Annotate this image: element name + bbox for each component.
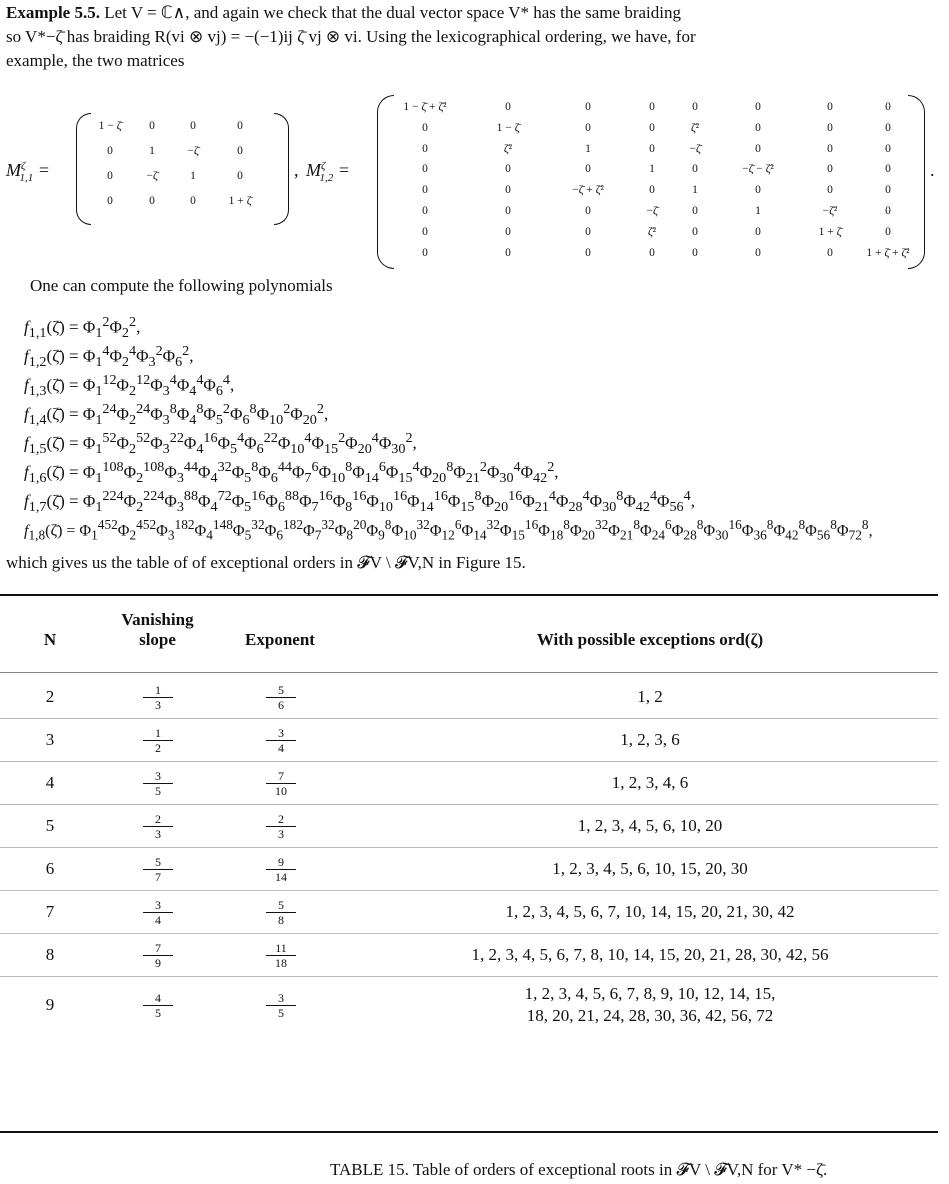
matrix-2-cell-4-1: 0 [505,184,511,197]
matrix-1-cell-3-2: 0 [190,195,196,207]
matrix-2-cell-1-6: 0 [827,121,833,134]
matrix-2-cell-7-0: 0 [422,246,428,259]
cell-slope [143,813,173,840]
matrix-2-cell-3-6: 0 [827,163,833,176]
cell-n: 4 [45,772,55,792]
exponent-denominator: 18 [275,955,287,970]
formula-f15: $f_{1,5}(\zetā) = \Phi_1^{52}\Phi_2^{52}\Phi_3^{22}\Phi_4^{16}\Phi_5^4\Phi_6^{22}\Phi_{10}^4\Phi_{15}^2\Phi_{20}^4\Phi_{30}^2$, [24,430,417,458]
table-row-divider [0,804,938,805]
matrix-2-cell-6-7: 0 [885,225,891,238]
cell-n: 8 [45,944,55,964]
cell-exponent [266,813,296,840]
matrix-2-cell-5-6: −ζ̄² [822,205,838,217]
matrix-2-cell-0-3: 0 [649,101,655,113]
matrix-2-cell-5-0: 0 [422,205,428,217]
table-row-divider [0,761,938,762]
matrix-1-cell-3-3: 1 + ζ̄ [228,195,252,207]
cell-exceptions: 1, 2 [637,686,663,706]
cell-exceptions [380,983,920,1027]
exponent-numerator: 7 [266,770,296,784]
cell-n: 7 [45,901,55,921]
cell-exponent [266,727,296,754]
exceptions-line-1: 1, 2, 3, 4, 5, 6, 7, 8, 9, 10, 12, 14, 15, [524,984,776,1003]
matrix-1-cell-1-3: 0 [237,145,243,157]
slope-denominator: 9 [155,955,161,970]
matrix-period: . [930,160,935,180]
exponent-numerator: 2 [266,813,296,827]
matrix-2-cell-4-3: 0 [649,184,655,197]
cell-slope [143,727,173,754]
cell-slope [143,992,173,1019]
slope-numerator: 7 [143,942,173,956]
matrix-2-cell-1-1: 1 − ζ̄ [496,121,520,134]
matrix-2-cell-0-0: 1 − ζ̄ + ζ̄² [403,101,447,113]
matrix-2-cell-4-5: 0 [755,184,761,197]
example-line-2: so V*−ζ̄ has braiding R(vi ⊗ vj) = −(−1)ij ζ̄ vj ⊗ vi. Using the lexicographical ordering, we have, for [6,27,696,46]
matrix-2-cell-2-6: 0 [827,142,833,155]
compute-text: One can compute the following polynomials [30,276,333,295]
cell-slope [143,899,173,926]
matrix-2-cell-6-2: 0 [585,225,591,238]
cell-exponent [266,684,296,711]
matrix-2-cell-5-7: 0 [885,205,891,217]
matrix-2-cell-0-7: 0 [885,101,891,113]
table-row-divider [0,933,938,934]
example-line-3: example, the two matrices [6,51,185,70]
exponent-denominator: 5 [278,1006,284,1020]
matrix-2-cell-1-5: 0 [755,121,761,134]
matrix-2-cell-0-4: 0 [692,101,698,113]
matrix-2-cell-2-4: −ζ̄ [689,142,701,155]
exponent-denominator: 6 [278,697,284,712]
matrix-2-cell-4-7: 0 [885,184,891,197]
cell-exceptions: 1, 2, 3, 4, 6 [611,772,689,792]
cell-n: 9 [45,995,55,1014]
matrix-2-cell-0-2: 0 [585,101,591,113]
cell-n: 6 [45,858,55,878]
matrix-2-cell-1-2: 0 [585,121,591,134]
matrix-2-cell-4-0: 0 [422,184,428,197]
matrix-2-cell-6-6: 1 + ζ̄ [818,225,842,238]
matrix-2-cell-6-1: 0 [505,225,511,238]
matrix-1-cell-1-1: 1 [149,145,155,157]
slope-numerator: 1 [143,727,173,741]
cell-exceptions: 1, 2, 3, 6 [620,729,680,749]
header-vanishing-slope: Vanishing slope [121,610,194,649]
matrix-2-cell-4-2: −ζ̄ + ζ̄² [572,184,604,197]
cell-slope [143,856,173,883]
header-exponent: Exponent [245,630,315,649]
cell-exceptions: 1, 2, 3, 4, 5, 6, 10, 20 [577,815,723,835]
slope-denominator: 5 [155,783,161,798]
cell-exponent [266,770,296,797]
table-row-divider [0,718,938,719]
exponent-numerator: 3 [266,727,296,741]
example-line-1: Let V = ℂ∧, and again we check that the dual vector space V* has the same braiding [104,3,682,22]
matrix-2-cell-6-3: ζ̄² [647,225,657,238]
matrix-2-cell-4-4: 1 [692,184,698,197]
matrix-2-cell-7-7: 1 + ζ̄ + ζ̄² [866,246,910,259]
table-header-rule [0,672,938,673]
after-text [6,552,938,574]
matrix-2-cell-2-7: 0 [885,142,891,155]
exponent-numerator: 11 [266,942,296,956]
exponent-numerator: 3 [266,992,296,1006]
slope-numerator: 4 [143,992,173,1006]
slope-denominator: 3 [155,697,161,712]
matrix-1-cell-2-0: 0 [107,170,113,182]
matrix-2-cell-6-4: 0 [692,225,698,238]
matrix-2-cell-6-0: 0 [422,225,428,238]
after-text-content: which gives us the table of of exceptional orders in 𝓕V \ 𝓕V,N in Figure 15. [6,553,526,572]
matrix-2-cell-3-2: 0 [585,163,591,176]
matrix-2-cell-7-5: 0 [755,246,761,259]
matrix-2-cell-5-1: 0 [505,205,511,217]
matrix-2-cell-2-0: 0 [422,142,428,155]
matrix-2-cell-0-5: 0 [755,101,761,113]
slope-denominator: 2 [155,740,161,755]
cell-exceptions: 1, 2, 3, 4, 5, 6, 7, 8, 10, 14, 15, 20, 21, 28, 30, 42, 56 [471,944,829,964]
matrix-2-cell-0-1: 0 [505,101,511,113]
cell-exponent [266,942,296,969]
example-paragraph [6,2,938,24]
cell-exceptions: 1, 2, 3, 4, 5, 6, 10, 15, 20, 30 [552,858,748,878]
matrix-2-cell-3-4: 0 [692,163,698,176]
formula-f18: $f_{1,8}(\zetā) = \Phi_1^{452}\Phi_2^{452}\Phi_3^{182}\Phi_4^{148}\Phi_5^{32}\Phi_6^{182}\Phi_7^{32}\Phi_8^{20}\Phi_9^8\Phi_{10}^{32}\Phi_{12}^6\Phi_{14}^{32}\Phi_{15}^{16}\Phi_{18}^8\Phi_{20}^{32}\Phi_{21}^8\Phi_{24}^6\Phi_{28}^8\Phi_{30}^{16}\Phi_{36}^8\Phi_{42}^8\Phi_{56}^8\Phi_{72}^8$, [24,517,873,543]
matrix-2-cell-2-1: ζ̄² [503,142,513,155]
formula-f17: $f_{1,7}(\zetā) = \Phi_1^{224}\Phi_2^{224}\Phi_3^{88}\Phi_4^{72}\Phi_5^{16}\Phi_6^{88}\Phi_7^{16}\Phi_8^{16}\Phi_{10}^{16}\Phi_{14}^{16}\Phi_{15}^8\Phi_{20}^{16}\Phi_{21}^4\Phi_{28}^4\Phi_{30}^8\Phi_{42}^4\Phi_{56}^4$, [24,488,695,516]
matrix-1-cell-1-0: 0 [107,145,113,157]
matrix-2-cell-5-5: 1 [755,205,761,217]
cell-exponent [266,856,296,883]
exponent-denominator: 3 [278,826,284,841]
exponent-numerator: 5 [266,899,296,913]
table-caption: TABLE 15. Table of orders of exceptional roots in 𝓕V \ 𝓕V,N for V* −ζ̄. [330,1160,828,1179]
matrix-2-cell-7-1: 0 [505,246,511,259]
slope-denominator: 4 [155,912,161,927]
matrix-2-cell-1-0: 0 [422,121,428,134]
matrix-2-cell-2-3: 0 [649,142,655,155]
matrix-1-cell-1-2: −ζ̄ [187,145,199,157]
matrix-2-cell-4-6: 0 [827,184,833,197]
exponent-denominator: 8 [278,912,284,927]
matrix-1-cell-0-1: 0 [149,120,155,132]
matrix-2-cell-5-2: 0 [585,205,591,217]
formula-f13: $f_{1,3}(\zetā) = \Phi_1^{12}\Phi_2^{12}\Phi_3^4\Phi_4^4\Phi_6^4$, [24,372,235,400]
slope-denominator: 5 [155,1006,161,1020]
cell-slope [143,684,173,711]
slope-numerator: 1 [143,684,173,698]
matrix-2-cell-2-2: 1 [585,142,591,155]
cell-exceptions: 1, 2, 3, 4, 5, 6, 7, 10, 14, 15, 20, 21, 30, 42 [505,901,795,921]
slope-numerator: 3 [143,770,173,784]
matrix-2-cell-6-5: 0 [755,225,761,238]
matrix-1-cell-0-0: 1 − ζ̄ [98,120,122,132]
formula-f14: $f_{1,4}(\zetā) = \Phi_1^{24}\Phi_2^{24}\Phi_3^8\Phi_4^8\Phi_5^2\Phi_6^8\Phi_{10}^2\Phi_{20}^2$, [24,401,329,429]
exponent-numerator: 5 [266,684,296,698]
matrix-1-cell-3-1: 0 [149,195,155,207]
matrix-2-cell-0-6: 0 [827,101,833,113]
matrix-1-label: $M^\zeta_{1,1}$ = [6,160,50,184]
table-row-divider [0,847,938,848]
formula-f11: $f_{1,1}(\zetā) = \Phi_1^2\Phi_2^2$, [24,314,141,342]
slope-denominator: 7 [155,869,161,884]
exponent-denominator: 4 [278,740,284,755]
matrix-2-cell-3-3: 1 [649,163,655,176]
cell-exponent [266,899,296,926]
exponent-denominator: 10 [275,783,287,798]
matrix-2-cell-1-7: 0 [885,121,891,134]
example-heading: Example 5.5. [6,3,100,22]
matrix-1-cell-2-3: 0 [237,170,243,182]
matrix-2-cell-3-0: 0 [422,163,428,176]
formula-f12: $f_{1,2}(\zetā) = \Phi_1^4\Phi_2^4\Phi_3^2\Phi_6^2$, [24,343,194,371]
matrix-1-cell-2-1: −ζ̄ [146,170,158,182]
matrix-1-cell-2-2: 1 [190,170,196,182]
slope-denominator: 3 [155,826,161,841]
slope-numerator: 2 [143,813,173,827]
cell-slope [143,770,173,797]
matrix-2-cell-7-3: 0 [649,246,655,259]
matrix-1-cell-0-2: 0 [190,120,196,132]
matrix-2-cell-7-6: 0 [827,246,833,259]
matrix-2-cell-5-3: −ζ̄ [646,205,658,217]
matrix-2-cell-7-4: 0 [692,246,698,259]
header-exceptions: With possible exceptions ord(ζ) [536,630,764,649]
slope-numerator: 3 [143,899,173,913]
formula-f16: $f_{1,6}(\zetā) = \Phi_1^{108}\Phi_2^{108}\Phi_3^{44}\Phi_4^{32}\Phi_5^8\Phi_6^{44}\Phi_7^6\Phi_{10}^8\Phi_{14}^6\Phi_{15}^4\Phi_{20}^8\Phi_{21}^2\Phi_{30}^4\Phi_{42}^2$, [24,459,559,487]
slope-numerator: 5 [143,856,173,870]
matrix-2-cell-3-1: 0 [505,163,511,176]
table-row-divider [0,976,938,977]
matrix-2-cell-3-7: 0 [885,163,891,176]
matrix-separator: , [294,160,299,180]
exponent-denominator: 14 [275,869,287,884]
matrix-2-cell-1-4: ζ̄² [690,121,700,134]
cell-n: 2 [45,686,55,706]
cell-n: 5 [45,815,55,835]
cell-exponent [266,992,296,1019]
table-row-divider [0,890,938,891]
exponent-numerator: 9 [266,856,296,870]
cell-slope [143,942,173,969]
matrix-2-cell-2-5: 0 [755,142,761,155]
matrix-2-cell-3-5: −ζ̄ − ζ̄² [742,163,774,176]
header-n: N [43,630,57,649]
matrix-1-cell-3-0: 0 [107,195,113,207]
cell-n: 3 [45,729,55,749]
table-top-rule [0,594,938,596]
table-bottom-rule [0,1131,938,1133]
matrix-2-cell-1-3: 0 [649,121,655,134]
matrix-1-cell-0-3: 0 [237,120,243,132]
matrix-2-label: $M^\zeta_{1,2}$ = [306,160,350,184]
matrix-2-cell-5-4: 0 [692,205,698,217]
matrix-2-cell-7-2: 0 [585,246,591,259]
exceptions-line-2: 18, 20, 21, 24, 28, 30, 36, 42, 56, 72 [526,1006,774,1025]
